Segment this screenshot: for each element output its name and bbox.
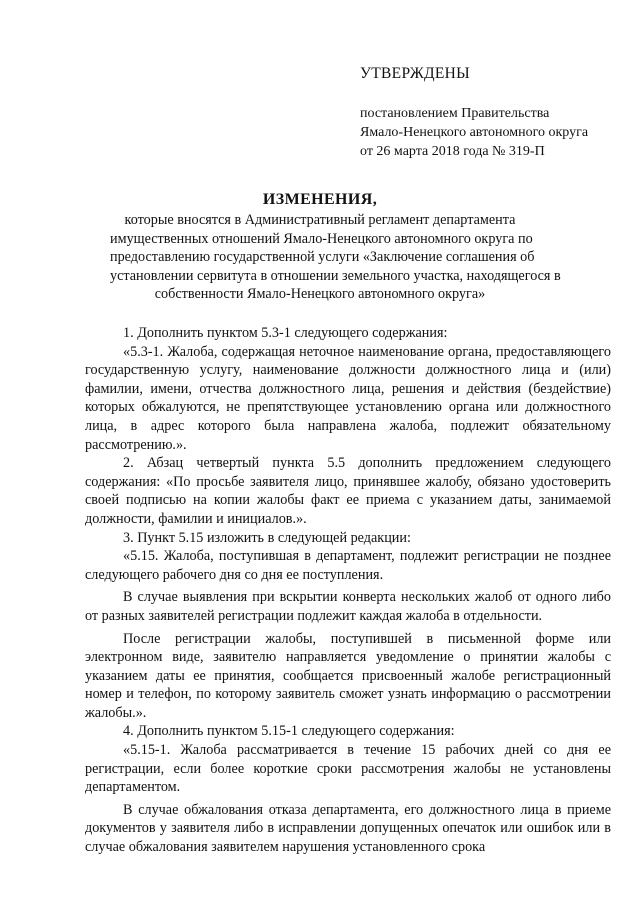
body-paragraph: «5.3-1. Жалоба, содержащая неточное наименование органа, предоставляющего государственную услугу, наименование должности должностного лица и (или) фамилии, имени, отчества должностного лица, решения и действия (бездействие) которых обжалуются, не препятствующее установлению органа или должностного лица, в адрес которого была направлена жалоба, подлежит обязательному рассмотрению.».	[85, 343, 611, 453]
approval-line: от 26 марта 2018 года № 319-П	[360, 144, 545, 159]
heading-subtitle-line: предоставлению государственной услуги «Заключение соглашения об	[110, 249, 535, 266]
heading-subtitle-line: установлении сервитута в отношении земельного участка, находящегося в	[110, 267, 561, 284]
approval-block	[360, 64, 610, 161]
approval-title: УТВЕРЖДЕНЫ	[360, 65, 470, 82]
body-paragraph: 3. Пункт 5.15 изложить в следующей редакции:	[123, 529, 411, 546]
body-paragraph: В случае выявления при вскрытии конверта нескольких жалоб от одного либо от разных заявителей регистрации подлежит каждая жалоба в отдельности.	[85, 589, 611, 624]
document-body	[85, 324, 611, 857]
body-paragraph: 4. Дополнить пунктом 5.15-1 следующего содержания:	[123, 723, 455, 740]
body-paragraph: В случае обжалования отказа департамента, его должностного лица в приеме документов у заявителя либо в исправлении допущенных опечаток или ошибок или в случае обжалования заявителем нарушения установленного срока	[85, 801, 611, 856]
body-paragraph: 1. Дополнить пунктом 5.3-1 следующего содержания:	[123, 325, 448, 341]
body-paragraph: 2. Абзац четвертый пункта 5.5 дополнить предложением следующего содержания: «По просьбе заявителя лицо, принявшее жалобу, обязано удостоверить своей подписью на копии жалобы факт ее приема с указанием даты, занимаемой должности, фамилии и инициалов.».	[85, 455, 611, 527]
approval-line: постановлением Правительства	[360, 106, 550, 121]
heading-subtitle-line: которые вносятся в Административный регламент департамента	[124, 212, 516, 228]
approval-line: Ямало-Ненецкого автономного округа	[360, 125, 589, 140]
heading-title: ИЗМЕНЕНИЯ,	[262, 191, 378, 208]
document-heading	[110, 190, 561, 304]
body-paragraph: «5.15. Жалоба, поступившая в департамент, подлежит регистрации не позднее следующего рабочего дня со дня ее поступления.	[85, 548, 611, 583]
heading-subtitle-line: собственности Ямало-Ненецкого автономного округа»	[154, 286, 486, 303]
heading-subtitle-line: имущественных отношений Ямало-Ненецкого автономного округа по	[110, 230, 533, 247]
body-paragraph: «5.15-1. Жалоба рассматривается в течение 15 рабочих дней со дня ее регистрации, если более короткие сроки рассмотрения жалобы не установлены департаментом.	[85, 742, 611, 796]
body-paragraph: После регистрации жалобы, поступившей в письменной форме или электронном виде, заявителю направляется уведомление о принятии жалобы с указанием даты ее принятия, сообщается присвоенный жалобе регистрационный номер и телефон, по которому заявитель сможет узнать информацию о рассмотрении жалобы.».	[85, 630, 611, 721]
